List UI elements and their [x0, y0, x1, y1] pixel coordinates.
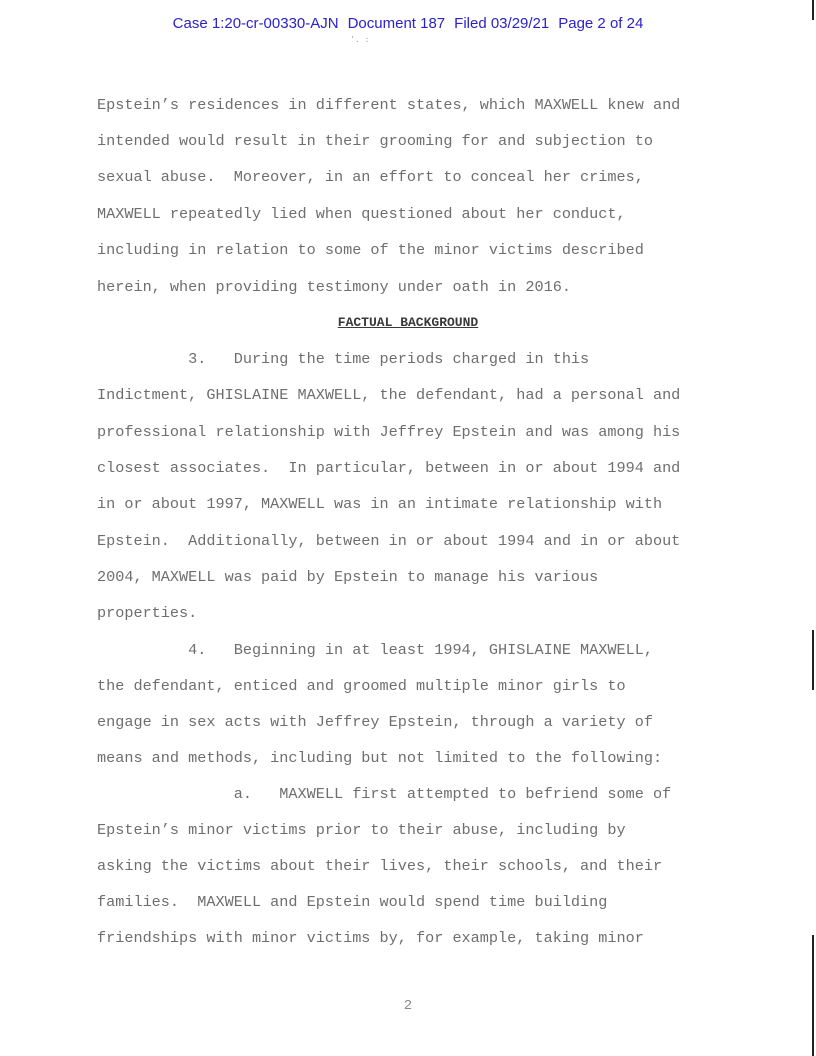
text-line: Epstein’s residences in different states, which MAXWELL knew and: [97, 96, 681, 114]
text-line: engage in sex acts with Jeffrey Epstein, through a variety of: [97, 713, 653, 731]
text-line: MAXWELL repeatedly lied when questioned about her conduct,: [97, 205, 626, 223]
section-heading: FACTUAL BACKGROUND: [337, 315, 479, 330]
text-line: herein, when providing testimony under oath in 2016.: [97, 278, 571, 296]
scan-edge: [812, 630, 814, 690]
text-line: 3. During the time periods charged in this: [97, 350, 590, 368]
text-line: Indictment, GHISLAINE MAXWELL, the defendant, had a personal and: [97, 386, 681, 404]
text-line: in or about 1997, MAXWELL was in an intimate relationship with: [97, 495, 663, 513]
text-line: including in relation to some of the minor victims described: [97, 241, 644, 259]
scan-edge: [812, 0, 814, 20]
text-line: Epstein. Additionally, between in or about 1994 and in or about: [97, 532, 681, 550]
text-line: the defendant, enticed and groomed multiple minor girls to: [97, 677, 626, 695]
text-line: asking the victims about their lives, their schools, and their: [97, 857, 663, 875]
text-line: professional relationship with Jeffrey Epstein and was among his: [97, 423, 681, 441]
text-line: friendships with minor victims by, for example, taking minor: [97, 929, 644, 947]
scan-specks: '. :: [350, 35, 370, 44]
text-line: families. MAXWELL and Epstein would spend time building: [97, 893, 608, 911]
text-line: a. MAXWELL first attempted to befriend some of: [97, 785, 672, 803]
text-line: 4. Beginning in at least 1994, GHISLAINE MAXWELL,: [97, 641, 653, 659]
text-line: closest associates. In particular, between in or about 1994 and: [97, 459, 681, 477]
text-line: intended would result in their grooming for and subjection to: [97, 132, 653, 150]
text-line: properties.: [97, 604, 198, 622]
page-number: 2: [403, 998, 413, 1014]
scan-edge: [812, 935, 814, 1056]
page-of: Page 2 of 24: [558, 15, 644, 32]
text-line: sexual abuse. Moreover, in an effort to conceal her crimes,: [97, 168, 644, 186]
ecf-header: [0, 15, 816, 32]
filed-date: Filed 03/29/21: [454, 15, 550, 32]
document-number: Document 187: [347, 15, 446, 32]
text-line: Epstein’s minor victims prior to their abuse, including by: [97, 821, 626, 839]
text-line: means and methods, including but not limited to the following:: [97, 749, 663, 767]
text-line: 2004, MAXWELL was paid by Epstein to manage his various: [97, 568, 599, 586]
case-number: Case 1:20-cr-00330-AJN: [172, 15, 339, 32]
